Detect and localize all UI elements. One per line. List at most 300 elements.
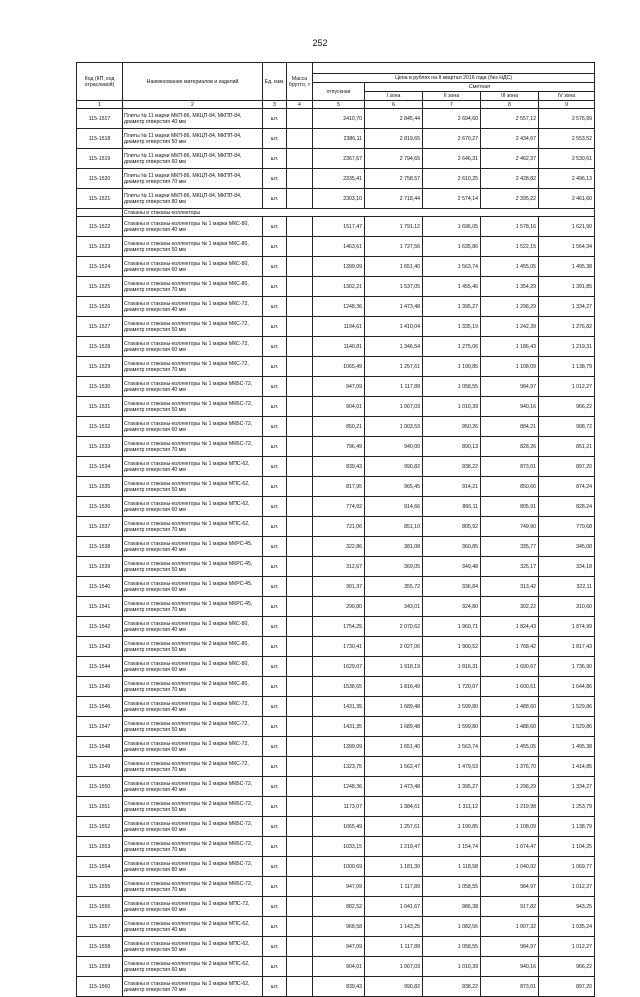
price-cell-p7: 1 479,53 bbox=[423, 757, 481, 777]
price-cell-p6: 1 384,61 bbox=[365, 797, 423, 817]
price-cell-p8: 2 557,12 bbox=[481, 109, 539, 129]
unit-cell: шт. bbox=[263, 717, 287, 737]
price-cell-p5: 904,01 bbox=[313, 957, 365, 977]
price-cell-p7: 1 720,07 bbox=[423, 677, 481, 697]
price-cell-p5: 1399,09 bbox=[313, 257, 365, 277]
price-cell-p8: 1 488,60 bbox=[481, 717, 539, 737]
price-cell-p9: 2 576,99 bbox=[539, 109, 595, 129]
unit-cell: шт. bbox=[263, 677, 287, 697]
price-cell-p8: 325,17 bbox=[481, 557, 539, 577]
mass-cell bbox=[287, 169, 313, 189]
unit-cell: шт. bbox=[263, 537, 287, 557]
price-cell-p8: 984,97 bbox=[481, 937, 539, 957]
price-cell-p5: 1033,15 bbox=[313, 837, 365, 857]
mass-cell bbox=[287, 637, 313, 657]
price-cell-p9: 1 621,90 bbox=[539, 217, 595, 237]
table-row bbox=[77, 357, 595, 377]
price-cell-p7: 1 455,46 bbox=[423, 277, 481, 297]
price-cell-p8: 1 007,32 bbox=[481, 917, 539, 937]
table-row bbox=[77, 757, 595, 777]
unit-cell: шт. bbox=[263, 657, 287, 677]
code-cell: 115-1543 bbox=[77, 637, 123, 657]
price-cell-p5: 290,80 bbox=[313, 597, 365, 617]
price-cell-p8: 805,91 bbox=[481, 497, 539, 517]
name-cell: Стаканы и стаканы-коллекторы № 1 марки МКБС-72, диаметр отверстия 60 мм bbox=[123, 417, 263, 437]
price-cell-p5: 839,43 bbox=[313, 977, 365, 997]
column-number: 6 bbox=[365, 101, 423, 109]
price-cell-p8: 917,82 bbox=[481, 897, 539, 917]
price-cell-p5: 882,52 bbox=[313, 897, 365, 917]
mass-cell bbox=[287, 537, 313, 557]
name-cell: Стаканы и стаканы-коллекторы № 1 марки МКРС-45, диаметр отверстия 60 мм bbox=[123, 577, 263, 597]
code-cell: 115-1520 bbox=[77, 169, 123, 189]
price-cell-p8: 940,16 bbox=[481, 397, 539, 417]
code-cell: 115-1535 bbox=[77, 477, 123, 497]
price-cell-p8: 1 376,70 bbox=[481, 757, 539, 777]
price-cell-p5: 839,43 bbox=[313, 457, 365, 477]
price-cell-p6: 1 117,89 bbox=[365, 877, 423, 897]
table-row bbox=[77, 437, 595, 457]
price-cell-p6: 1 791,12 bbox=[365, 217, 423, 237]
mass-cell bbox=[287, 257, 313, 277]
price-cell-p6: 2 845,44 bbox=[365, 109, 423, 129]
price-cell-p9: 310,60 bbox=[539, 597, 595, 617]
code-cell: 115-1528 bbox=[77, 337, 123, 357]
header-code: Код (КП, код отраслевой) bbox=[77, 63, 123, 101]
code-cell: 115-1522 bbox=[77, 217, 123, 237]
price-cell-p9: 1 414,85 bbox=[539, 757, 595, 777]
table-row bbox=[77, 617, 595, 637]
name-cell: Стаканы и стаканы-коллекторы № 2 марки МКБС-72, диаметр отверстия 70 мм bbox=[123, 837, 263, 857]
header-zone-2: II зона bbox=[423, 92, 481, 101]
name-cell: Стаканы и стаканы-коллекторы № 2 марки МПС-62, диаметр отверстия 50 мм bbox=[123, 937, 263, 957]
price-cell-p6: 1 562,47 bbox=[365, 757, 423, 777]
price-cell-p5: 1463,61 bbox=[313, 237, 365, 257]
price-cell-p6: 990,82 bbox=[365, 457, 423, 477]
price-cell-p8: 1 488,60 bbox=[481, 697, 539, 717]
table-body bbox=[77, 109, 595, 997]
price-cell-p8: 1 455,05 bbox=[481, 737, 539, 757]
column-number: 1 bbox=[77, 101, 123, 109]
price-cell-p9: 1 276,82 bbox=[539, 317, 595, 337]
price-cell-p7: 1 275,06 bbox=[423, 337, 481, 357]
price-cell-p7: 1 154,74 bbox=[423, 837, 481, 857]
mass-cell bbox=[287, 657, 313, 677]
code-cell: 115-1546 bbox=[77, 697, 123, 717]
price-cell-p8: 1 354,29 bbox=[481, 277, 539, 297]
mass-cell bbox=[287, 217, 313, 237]
table-row bbox=[77, 337, 595, 357]
price-cell-p6: 1 067,03 bbox=[365, 397, 423, 417]
unit-cell: шт. bbox=[263, 417, 287, 437]
code-cell: 115-1554 bbox=[77, 857, 123, 877]
price-cell-p9: 1 012,27 bbox=[539, 877, 595, 897]
mass-cell bbox=[287, 557, 313, 577]
table-row bbox=[77, 149, 595, 169]
price-cell-p8: 1 768,42 bbox=[481, 637, 539, 657]
code-cell: 115-1529 bbox=[77, 357, 123, 377]
table-row bbox=[77, 277, 595, 297]
code-cell: 115-1517 bbox=[77, 109, 123, 129]
price-cell-p5: 2410,70 bbox=[313, 109, 365, 129]
price-cell-p9: 828,24 bbox=[539, 497, 595, 517]
table-row bbox=[77, 497, 595, 517]
price-table bbox=[76, 62, 595, 997]
header-mass: Масса брутто, т bbox=[287, 63, 313, 101]
code-cell: 115-1553 bbox=[77, 837, 123, 857]
name-cell: Стаканы и стаканы-коллекторы № 2 марки МПС-62, диаметр отверстия 40 мм bbox=[123, 917, 263, 937]
column-number: 4 bbox=[287, 101, 313, 109]
price-cell-p7: 1 599,80 bbox=[423, 717, 481, 737]
price-cell-p9: 770,68 bbox=[539, 517, 595, 537]
unit-cell: шт. bbox=[263, 257, 287, 277]
name-cell: Стаканы и стаканы-коллекторы № 1 марки МПС-62, диаметр отверстия 50 мм bbox=[123, 477, 263, 497]
price-cell-p6: 381,08 bbox=[365, 537, 423, 557]
mass-cell bbox=[287, 977, 313, 997]
name-cell: Стаканы и стаканы-коллекторы № 2 марки МКБС-72, диаметр отверстия 60 мм bbox=[123, 817, 263, 837]
price-cell-p5: 2335,41 bbox=[313, 169, 365, 189]
price-cell-p6: 1 346,54 bbox=[365, 337, 423, 357]
table-row bbox=[77, 797, 595, 817]
price-cell-p5: 774,92 bbox=[313, 497, 365, 517]
unit-cell: шт. bbox=[263, 169, 287, 189]
unit-cell: шт. bbox=[263, 497, 287, 517]
code-cell: 115-1539 bbox=[77, 557, 123, 577]
price-cell-p5: 2303,10 bbox=[313, 189, 365, 209]
price-cell-p9: 322,11 bbox=[539, 577, 595, 597]
mass-cell bbox=[287, 457, 313, 477]
mass-cell bbox=[287, 837, 313, 857]
name-cell: Стаканы и стаканы-коллекторы № 2 марки МКС-80, диаметр отверстия 50 мм bbox=[123, 637, 263, 657]
price-cell-p9: 1 529,86 bbox=[539, 717, 595, 737]
price-cell-p7: 1 563,74 bbox=[423, 737, 481, 757]
name-cell: Стаканы и стаканы-коллекторы № 2 марки МКС-72, диаметр отверстия 40 мм bbox=[123, 697, 263, 717]
unit-cell: шт. bbox=[263, 397, 287, 417]
unit-cell: шт. bbox=[263, 637, 287, 657]
price-cell-p9: 966,22 bbox=[539, 397, 595, 417]
name-cell: Стаканы и стаканы-коллекторы № 2 марки МКБС-72, диаметр отверстия 50 мм bbox=[123, 797, 263, 817]
price-cell-p8: 1 108,09 bbox=[481, 817, 539, 837]
code-cell: 115-1549 bbox=[77, 757, 123, 777]
table-row bbox=[77, 917, 595, 937]
price-cell-p9: 1 334,27 bbox=[539, 297, 595, 317]
unit-cell: шт. bbox=[263, 149, 287, 169]
unit-cell: шт. bbox=[263, 897, 287, 917]
table-row bbox=[77, 677, 595, 697]
price-cell-p9: 1 012,27 bbox=[539, 937, 595, 957]
code-cell: 115-1531 bbox=[77, 397, 123, 417]
price-cell-p6: 1 689,48 bbox=[365, 697, 423, 717]
name-cell: Стаканы и стаканы-коллекторы № 1 марки МКРС-45, диаметр отверстия 70 мм bbox=[123, 597, 263, 617]
price-cell-p7: 1 010,39 bbox=[423, 957, 481, 977]
price-cell-p6: 1 219,47 bbox=[365, 837, 423, 857]
unit-cell: шт. bbox=[263, 817, 287, 837]
price-cell-p7: 1 395,27 bbox=[423, 777, 481, 797]
name-cell: Стаканы и стаканы-коллекторы № 1 марки МКС-72, диаметр отверстия 50 мм bbox=[123, 317, 263, 337]
price-cell-p7: 1 058,55 bbox=[423, 377, 481, 397]
price-cell-p7: 866,11 bbox=[423, 497, 481, 517]
unit-cell: шт. bbox=[263, 597, 287, 617]
table-row bbox=[77, 737, 595, 757]
name-cell: Стаканы и стаканы-коллекторы № 1 марки МПС-62, диаметр отверстия 60 мм bbox=[123, 497, 263, 517]
price-cell-p6: 1 003,53 bbox=[365, 417, 423, 437]
price-cell-p7: 324,80 bbox=[423, 597, 481, 617]
price-cell-p7: 1 635,86 bbox=[423, 237, 481, 257]
table-row bbox=[77, 857, 595, 877]
price-cell-p7: 1 058,55 bbox=[423, 937, 481, 957]
code-cell: 115-1526 bbox=[77, 297, 123, 317]
price-cell-p7: 360,85 bbox=[423, 537, 481, 557]
price-cell-p6: 1 041,67 bbox=[365, 897, 423, 917]
unit-cell: шт. bbox=[263, 237, 287, 257]
price-cell-p9: 1 069,77 bbox=[539, 857, 595, 877]
unit-cell: шт. bbox=[263, 317, 287, 337]
price-cell-p7: 1 696,05 bbox=[423, 217, 481, 237]
name-cell: Плиты № 11 марки МКП-86, МКЦП-84, МКПП-84, диаметр отверстия 70 мм bbox=[123, 169, 263, 189]
code-cell: 115-1552 bbox=[77, 817, 123, 837]
price-cell-p6: 1 537,05 bbox=[365, 277, 423, 297]
price-cell-p5: 1065,49 bbox=[313, 817, 365, 837]
price-cell-p8: 873,01 bbox=[481, 977, 539, 997]
price-cell-p7: 2 610,25 bbox=[423, 169, 481, 189]
name-cell: Стаканы и стаканы-коллекторы № 1 марки МКБС-72, диаметр отверстия 50 мм bbox=[123, 397, 263, 417]
price-cell-p9: 1 874,99 bbox=[539, 617, 595, 637]
price-cell-p5: 1538,65 bbox=[313, 677, 365, 697]
price-cell-p8: 1 186,43 bbox=[481, 337, 539, 357]
price-cell-p9: 1 564,34 bbox=[539, 237, 595, 257]
name-cell: Стаканы и стаканы-коллекторы № 2 марки МКС-80, диаметр отверстия 60 мм bbox=[123, 657, 263, 677]
mass-cell bbox=[287, 477, 313, 497]
price-cell-p5: 850,21 bbox=[313, 417, 365, 437]
name-cell: Плиты № 11 марки МКП-86, МКЦП-84, МКПП-84, диаметр отверстия 60 мм bbox=[123, 149, 263, 169]
price-cell-p7: 1 082,56 bbox=[423, 917, 481, 937]
price-cell-p6: 1 651,40 bbox=[365, 737, 423, 757]
price-cell-p8: 749,90 bbox=[481, 517, 539, 537]
price-cell-p8: 2 395,22 bbox=[481, 189, 539, 209]
price-cell-p7: 2 694,60 bbox=[423, 109, 481, 129]
code-cell: 115-1527 bbox=[77, 317, 123, 337]
price-cell-p7: 336,84 bbox=[423, 577, 481, 597]
price-cell-p9: 1 219,31 bbox=[539, 337, 595, 357]
name-cell: Стаканы и стаканы-коллекторы № 2 марки МПС-62, диаметр отверстия 70 мм bbox=[123, 977, 263, 997]
code-cell: 115-1533 bbox=[77, 437, 123, 457]
mass-cell bbox=[287, 417, 313, 437]
price-cell-p8: 984,97 bbox=[481, 377, 539, 397]
price-cell-p5: 1173,07 bbox=[313, 797, 365, 817]
mass-cell bbox=[287, 777, 313, 797]
name-cell: Стаканы и стаканы-коллекторы № 1 марки МКРС-45, диаметр отверстия 40 мм bbox=[123, 537, 263, 557]
code-cell: 115-1544 bbox=[77, 657, 123, 677]
table-row bbox=[77, 477, 595, 497]
code-cell: 115-1525 bbox=[77, 277, 123, 297]
table-row bbox=[77, 977, 595, 997]
table-row bbox=[77, 257, 595, 277]
price-cell-p5: 1517,47 bbox=[313, 217, 365, 237]
code-cell: 115-1559 bbox=[77, 957, 123, 977]
price-cell-p9: 1 644,86 bbox=[539, 677, 595, 697]
price-cell-p6: 1 117,89 bbox=[365, 377, 423, 397]
code-cell: 115-1538 bbox=[77, 537, 123, 557]
name-cell: Стаканы и стаканы-коллекторы № 2 марки МКС-72, диаметр отверстия 70 мм bbox=[123, 757, 263, 777]
price-cell-p8: 940,16 bbox=[481, 957, 539, 977]
name-cell: Стаканы и стаканы-коллекторы № 1 марки МКС-72, диаметр отверстия 70 мм bbox=[123, 357, 263, 377]
section-row bbox=[77, 209, 595, 217]
price-cell-p9: 1 495,38 bbox=[539, 257, 595, 277]
table-row bbox=[77, 217, 595, 237]
unit-cell: шт. bbox=[263, 437, 287, 457]
price-cell-p9: 1 736,90 bbox=[539, 657, 595, 677]
table-row bbox=[77, 109, 595, 129]
name-cell: Стаканы и стаканы-коллекторы № 2 марки МКС-80, диаметр отверстия 40 мм bbox=[123, 617, 263, 637]
price-cell-p5: 1000,69 bbox=[313, 857, 365, 877]
price-cell-p5: 721,06 bbox=[313, 517, 365, 537]
unit-cell: шт. bbox=[263, 937, 287, 957]
mass-cell bbox=[287, 237, 313, 257]
price-cell-p9: 2 461,60 bbox=[539, 189, 595, 209]
mass-cell bbox=[287, 797, 313, 817]
page-number: 252 bbox=[312, 38, 328, 48]
price-cell-p7: 1 010,39 bbox=[423, 397, 481, 417]
mass-cell bbox=[287, 337, 313, 357]
price-cell-p5: 1399,09 bbox=[313, 737, 365, 757]
column-number: 7 bbox=[423, 101, 481, 109]
price-cell-p9: 897,20 bbox=[539, 977, 595, 997]
price-cell-p6: 1 689,48 bbox=[365, 717, 423, 737]
price-cell-p8: 1 074,47 bbox=[481, 837, 539, 857]
unit-cell: шт. bbox=[263, 737, 287, 757]
price-cell-p6: 343,01 bbox=[365, 597, 423, 617]
unit-cell: шт. bbox=[263, 977, 287, 997]
code-cell: 115-1558 bbox=[77, 937, 123, 957]
price-cell-p9: 1 817,43 bbox=[539, 637, 595, 657]
unit-cell: шт. bbox=[263, 457, 287, 477]
table-row bbox=[77, 417, 595, 437]
table-row bbox=[77, 897, 595, 917]
mass-cell bbox=[287, 817, 313, 837]
price-cell-p6: 2 819,65 bbox=[365, 129, 423, 149]
price-cell-p9: 897,20 bbox=[539, 457, 595, 477]
mass-cell bbox=[287, 617, 313, 637]
price-cell-p9: 1 035,24 bbox=[539, 917, 595, 937]
price-cell-p5: 1065,49 bbox=[313, 357, 365, 377]
price-cell-p9: 1 138,79 bbox=[539, 357, 595, 377]
price-cell-p7: 1 563,74 bbox=[423, 257, 481, 277]
mass-cell bbox=[287, 857, 313, 877]
name-cell: Стаканы и стаканы-коллекторы № 1 марки МКРС-45, диаметр отверстия 50 мм bbox=[123, 557, 263, 577]
table-row bbox=[77, 717, 595, 737]
price-cell-p9: 966,22 bbox=[539, 957, 595, 977]
unit-cell: шт. bbox=[263, 797, 287, 817]
price-cell-p8: 1 108,09 bbox=[481, 357, 539, 377]
unit-cell: шт. bbox=[263, 189, 287, 209]
code-cell: 115-1524 bbox=[77, 257, 123, 277]
column-number: 2 bbox=[123, 101, 263, 109]
mass-cell bbox=[287, 597, 313, 617]
name-cell: Стаканы и стаканы-коллекторы № 2 марки МКС-72, диаметр отверстия 50 мм bbox=[123, 717, 263, 737]
code-cell: 115-1536 bbox=[77, 497, 123, 517]
price-cell-p8: 873,01 bbox=[481, 457, 539, 477]
price-cell-p7: 1 960,71 bbox=[423, 617, 481, 637]
column-number: 9 bbox=[539, 101, 595, 109]
price-cell-p7: 1 335,19 bbox=[423, 317, 481, 337]
price-cell-p9: 1 012,27 bbox=[539, 377, 595, 397]
mass-cell bbox=[287, 277, 313, 297]
unit-cell: шт. bbox=[263, 617, 287, 637]
price-cell-p8: 1 298,29 bbox=[481, 297, 539, 317]
price-cell-p7: 2 646,31 bbox=[423, 149, 481, 169]
unit-cell: шт. bbox=[263, 217, 287, 237]
mass-cell bbox=[287, 517, 313, 537]
mass-cell bbox=[287, 757, 313, 777]
column-number: 5 bbox=[313, 101, 365, 109]
price-cell-p9: 334,18 bbox=[539, 557, 595, 577]
price-cell-p9: 345,08 bbox=[539, 537, 595, 557]
unit-cell: шт. bbox=[263, 877, 287, 897]
unit-cell: шт. bbox=[263, 109, 287, 129]
code-cell: 115-1519 bbox=[77, 149, 123, 169]
code-cell: 115-1555 bbox=[77, 877, 123, 897]
name-cell: Стаканы и стаканы-коллекторы № 2 марки МКС-72, диаметр отверстия 60 мм bbox=[123, 737, 263, 757]
price-cell-p8: 1 522,15 bbox=[481, 237, 539, 257]
unit-cell: шт. bbox=[263, 297, 287, 317]
name-cell: Стаканы и стаканы-коллекторы № 1 марки МКС-80, диаметр отверстия 50 мм bbox=[123, 237, 263, 257]
price-cell-p9: 851,21 bbox=[539, 437, 595, 457]
table-row bbox=[77, 777, 595, 797]
price-cell-p6: 965,45 bbox=[365, 477, 423, 497]
table-row bbox=[77, 377, 595, 397]
unit-cell: шт. bbox=[263, 577, 287, 597]
unit-cell: шт. bbox=[263, 837, 287, 857]
table-row bbox=[77, 557, 595, 577]
price-cell-p5: 947,09 bbox=[313, 377, 365, 397]
price-cell-p5: 322,86 bbox=[313, 537, 365, 557]
column-number: 8 bbox=[481, 101, 539, 109]
unit-cell: шт. bbox=[263, 517, 287, 537]
price-cell-p9: 2 496,13 bbox=[539, 169, 595, 189]
price-cell-p8: 2 462,37 bbox=[481, 149, 539, 169]
code-cell: 115-1547 bbox=[77, 717, 123, 737]
price-cell-p9: 1 253,79 bbox=[539, 797, 595, 817]
price-cell-p9: 874,24 bbox=[539, 477, 595, 497]
price-cell-p7: 914,21 bbox=[423, 477, 481, 497]
price-cell-p5: 1248,36 bbox=[313, 777, 365, 797]
mass-cell bbox=[287, 577, 313, 597]
mass-cell bbox=[287, 717, 313, 737]
price-cell-p5: 947,09 bbox=[313, 937, 365, 957]
price-cell-p8: 302,22 bbox=[481, 597, 539, 617]
price-cell-p9: 1 529,86 bbox=[539, 697, 595, 717]
price-cell-p6: 1 117,89 bbox=[365, 937, 423, 957]
price-cell-p5: 904,01 bbox=[313, 397, 365, 417]
price-cell-p6: 2 070,62 bbox=[365, 617, 423, 637]
price-cell-p8: 1 040,92 bbox=[481, 857, 539, 877]
price-cell-p6: 369,05 bbox=[365, 557, 423, 577]
mass-cell bbox=[287, 317, 313, 337]
table-row bbox=[77, 637, 595, 657]
price-cell-p5: 1248,36 bbox=[313, 297, 365, 317]
code-cell: 115-1557 bbox=[77, 917, 123, 937]
mass-cell bbox=[287, 129, 313, 149]
price-cell-p5: 796,49 bbox=[313, 437, 365, 457]
code-cell: 115-1540 bbox=[77, 577, 123, 597]
code-cell: 115-1530 bbox=[77, 377, 123, 397]
table-row bbox=[77, 577, 595, 597]
table-row bbox=[77, 697, 595, 717]
mass-cell bbox=[287, 149, 313, 169]
section-title: Стаканы и стаканы-коллекторы bbox=[123, 209, 595, 217]
name-cell: Стаканы и стаканы-коллекторы № 2 марки МКБС-72, диаметр отверстия 40 мм bbox=[123, 777, 263, 797]
header-wholesale: отпускная bbox=[313, 83, 365, 101]
